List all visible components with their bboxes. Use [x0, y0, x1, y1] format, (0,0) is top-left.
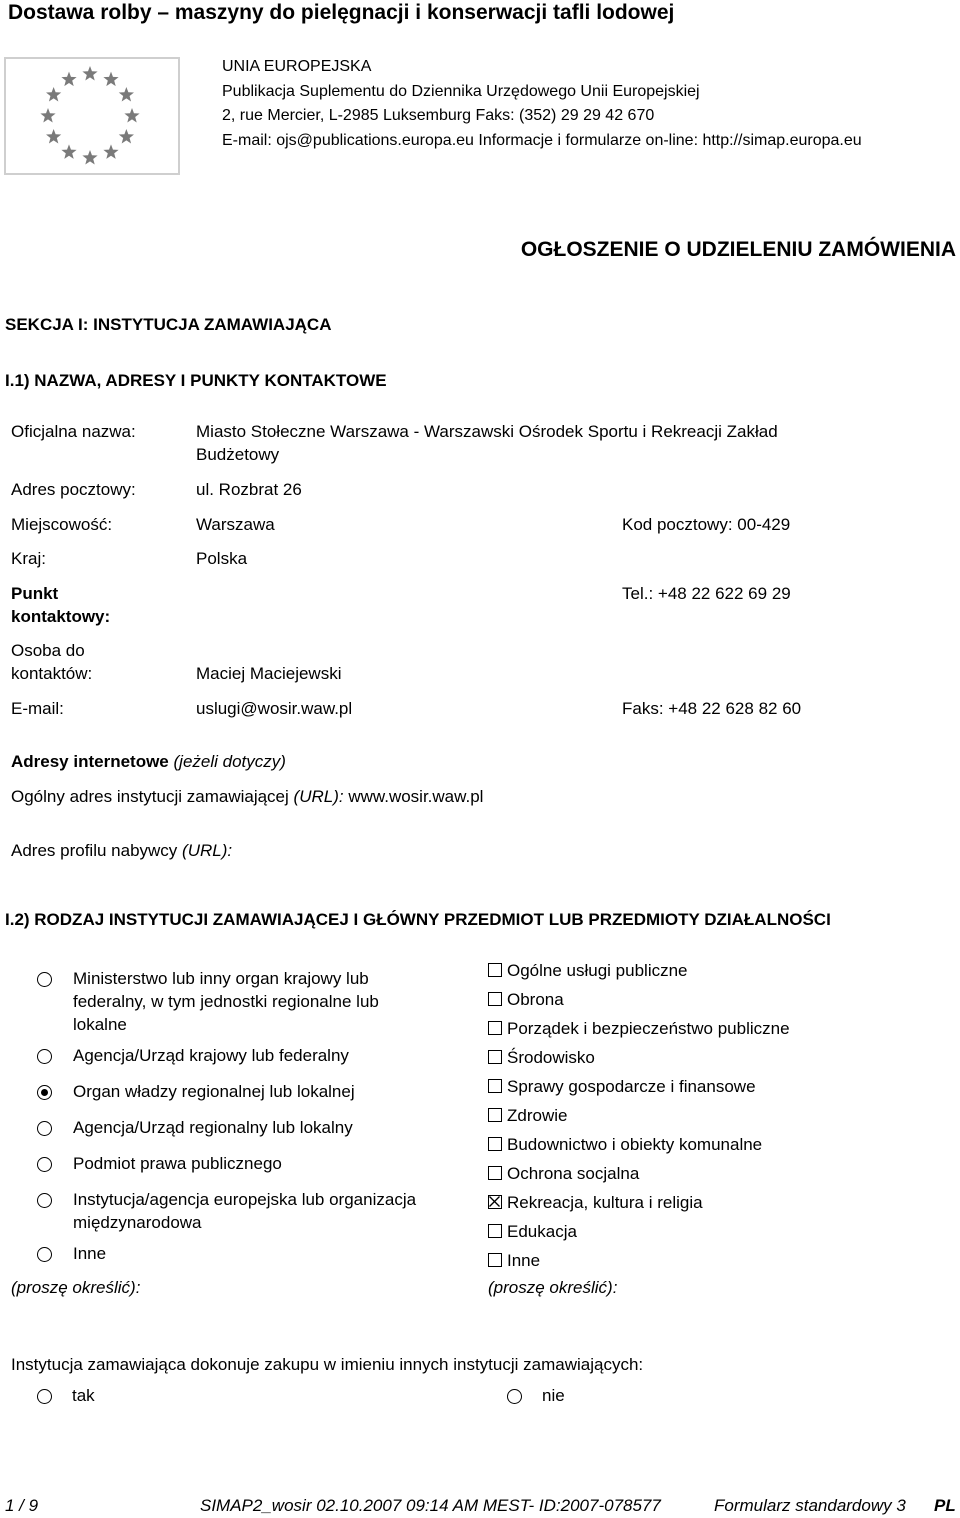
contact-point-label-1: Punkt: [11, 584, 59, 603]
behalf-yes-label: tak: [72, 1386, 95, 1405]
activity-label: Środowisko: [507, 1048, 595, 1067]
authority-type-label: Instytucja/agencja europejska lub organizacja: [73, 1190, 417, 1209]
activity-label: Obrona: [507, 990, 564, 1009]
activity-option: [488, 1191, 703, 1214]
page-number: 1 / 9: [5, 1496, 39, 1515]
publisher-header: [222, 55, 862, 153]
eu-star-icon: [61, 72, 76, 86]
activity-option: [488, 1046, 595, 1069]
eu-star-icon: [119, 129, 134, 143]
authority-type-label: Inne: [73, 1244, 107, 1263]
activity-checkbox[interactable]: [488, 1050, 502, 1064]
activity-label: Ochrona socjalna: [507, 1164, 640, 1183]
activity-checkbox[interactable]: [488, 1253, 502, 1267]
fax: Faks: +48 22 628 82 60: [622, 699, 802, 718]
activity-option: [488, 1133, 762, 1156]
authority-type-label: Agencja/Urząd krajowy lub federalny: [73, 1046, 349, 1065]
official-name-label: Oficjalna nazwa:: [11, 422, 136, 441]
activity-label: Sprawy gospodarcze i finansowe: [507, 1077, 756, 1096]
activity-label: Ogólne usługi publiczne: [507, 961, 688, 980]
header-line-2: Publikacja Suplementu do Dziennika Urzędowego Unii Europejskiej: [222, 82, 700, 100]
internet-heading-text: Adresy internetowe: [11, 752, 169, 771]
contact-point-label-2: kontaktowy:: [11, 607, 111, 626]
eu-star-icon: [119, 87, 134, 101]
activity-label: Edukacja: [507, 1222, 577, 1241]
activity-checkbox[interactable]: [488, 1021, 502, 1035]
authority-type-radio[interactable]: [37, 1193, 52, 1208]
activity-specify-label: (proszę określić):: [488, 1278, 618, 1297]
general-address-label: Ogólny adres instytucji zamawiającej: [11, 787, 289, 806]
activity-checkbox[interactable]: [488, 1224, 502, 1238]
internet-heading-note: (jeżeli dotyczy): [173, 752, 286, 771]
behalf-no-radio[interactable]: [507, 1389, 522, 1404]
postal-address-value: ul. Rozbrat 26: [196, 480, 302, 499]
authority-type-label: federalny, w tym jednostki regionalne lub: [73, 992, 379, 1011]
activity-label: Porządek i bezpieczeństwo publiczne: [507, 1019, 790, 1038]
authority-type-label: międzynarodowa: [73, 1213, 202, 1232]
header-line-3: 2, rue Mercier, L-2985 Luksemburg Faks: (352) 29 29 42 670: [222, 107, 655, 124]
activity-label: Rekreacja, kultura i religia: [507, 1193, 703, 1212]
authority-specify-label: (proszę określić):: [11, 1278, 141, 1297]
buyer-profile-url-tag: (URL):: [182, 841, 233, 860]
contact-person-value: Maciej Maciejewski: [196, 664, 342, 683]
authority-type-label: Podmiot prawa publicznego: [73, 1154, 282, 1173]
buyer-profile-label: Adres profilu nabywcy: [11, 841, 178, 860]
general-address-value[interactable]: www.wosir.waw.pl: [348, 787, 484, 806]
subsection-heading-1-2: I.2) RODZAJ INSTYTUCJI ZAMAWIAJĄCEJ I GŁÓWNY PRZEDMIOT LUB PRZEDMIOTY DZIAŁALNOŚCI: [5, 910, 831, 929]
subsection-heading-1-1: I.1) NAZWA, ADRESY I PUNKTY KONTAKTOWE: [5, 371, 387, 390]
document-title: Dostawa rolby – maszyny do pielęgnacji i konserwacji tafli lodowej: [8, 1, 675, 24]
activity-option: [488, 1075, 756, 1098]
header-line-4: E-mail: ojs@publications.europa.eu Informacje i formularze on-line: http://simap.europa.eu: [222, 131, 862, 149]
activity-option: [488, 959, 688, 982]
activity-option: [488, 988, 564, 1011]
activity-label: Inne: [507, 1251, 541, 1270]
authority-type-label: Organ władzy regionalnej lub lokalnej: [73, 1082, 355, 1101]
authority-type-radio[interactable]: [37, 1049, 52, 1064]
activity-option: [488, 1017, 790, 1040]
country-value: Polska: [196, 549, 248, 568]
activity-checkbox[interactable]: [488, 963, 502, 977]
contact-person-label-2: kontaktów:: [11, 664, 93, 683]
activity-option: [488, 1220, 577, 1243]
authority-type-radio[interactable]: [37, 1157, 52, 1172]
authority-type-label: Agencja/Urząd regionalny lub lokalny: [73, 1118, 353, 1137]
internet-addresses-heading: [11, 750, 286, 773]
language-code: PL: [934, 1496, 956, 1515]
contact-person-label-1: Osoba do: [11, 641, 85, 660]
eu-star-icon: [103, 72, 118, 86]
eu-star-icon: [103, 144, 118, 158]
activity-label: Zdrowie: [507, 1106, 568, 1125]
town-value: Warszawa: [196, 515, 275, 534]
postal-address-label: Adres pocztowy:: [11, 480, 136, 499]
eu-star-icon: [40, 108, 55, 122]
general-address-url-tag: (URL):: [293, 787, 344, 806]
activity-checkbox[interactable]: [488, 1166, 502, 1180]
eu-flag-logo: [4, 57, 180, 175]
eu-star-icon: [82, 66, 97, 80]
authority-type-label: Ministerstwo lub inny organ krajowy lub: [73, 969, 369, 988]
activity-checkbox[interactable]: [488, 1079, 502, 1093]
eu-star-icon: [61, 144, 76, 158]
activity-checkbox[interactable]: [488, 1137, 502, 1151]
behalf-question: Instytucja zamawiająca dokonuje zakupu w imieniu innych instytucji zamawiających:: [11, 1355, 644, 1374]
eu-star-icon: [82, 150, 97, 164]
country-label: Kraj:: [11, 549, 46, 568]
buyer-profile-row: [11, 839, 232, 862]
activity-option: [488, 1104, 567, 1127]
official-name-line-2: Budżetowy: [196, 445, 280, 464]
eu-star-icon: [46, 129, 61, 143]
town-label: Miejscowość:: [11, 515, 113, 534]
eu-stars-icon: [6, 59, 178, 173]
authority-type-radio[interactable]: [37, 1121, 52, 1136]
notice-title: OGŁOSZENIE O UDZIELENIU ZAMÓWIENIA: [520, 238, 956, 261]
authority-type-radio[interactable]: [37, 972, 52, 987]
activity-checkbox[interactable]: [488, 1195, 502, 1209]
behalf-yes-radio[interactable]: [37, 1389, 52, 1404]
email-label: E-mail:: [11, 699, 64, 718]
eu-star-icon: [46, 87, 61, 101]
telephone: Tel.: +48 22 622 69 29: [622, 584, 791, 603]
activity-label: Budownictwo i obiekty komunalne: [507, 1135, 763, 1154]
header-line-1: UNIA EUROPEJSKA: [222, 58, 372, 75]
eu-star-icon: [124, 108, 139, 122]
activity-option: [488, 1249, 540, 1272]
authority-type-label: lokalne: [73, 1015, 127, 1034]
postcode: Kod pocztowy: 00-429: [622, 515, 791, 534]
form-name: Formularz standardowy 3: [714, 1496, 906, 1515]
activity-option: [488, 1162, 639, 1185]
activity-checkbox[interactable]: [488, 1108, 502, 1122]
document-reference: SIMAP2_wosir 02.10.2007 09:14 AM MEST- ID:2007-078577: [200, 1496, 661, 1515]
behalf-no-label: nie: [542, 1386, 565, 1405]
authority-type-radio[interactable]: [37, 1085, 52, 1100]
activity-checkbox[interactable]: [488, 992, 502, 1006]
authority-type-radio[interactable]: [37, 1247, 52, 1262]
official-name-line-1: Miasto Stołeczne Warszawa - Warszawski Ośrodek Sportu i Rekreacji Zakład: [196, 422, 778, 441]
email-value[interactable]: uslugi@wosir.waw.pl: [196, 699, 353, 718]
general-address-row: [11, 785, 483, 808]
section-heading: SEKCJA I: INSTYTUCJA ZAMAWIAJĄCA: [5, 315, 332, 334]
